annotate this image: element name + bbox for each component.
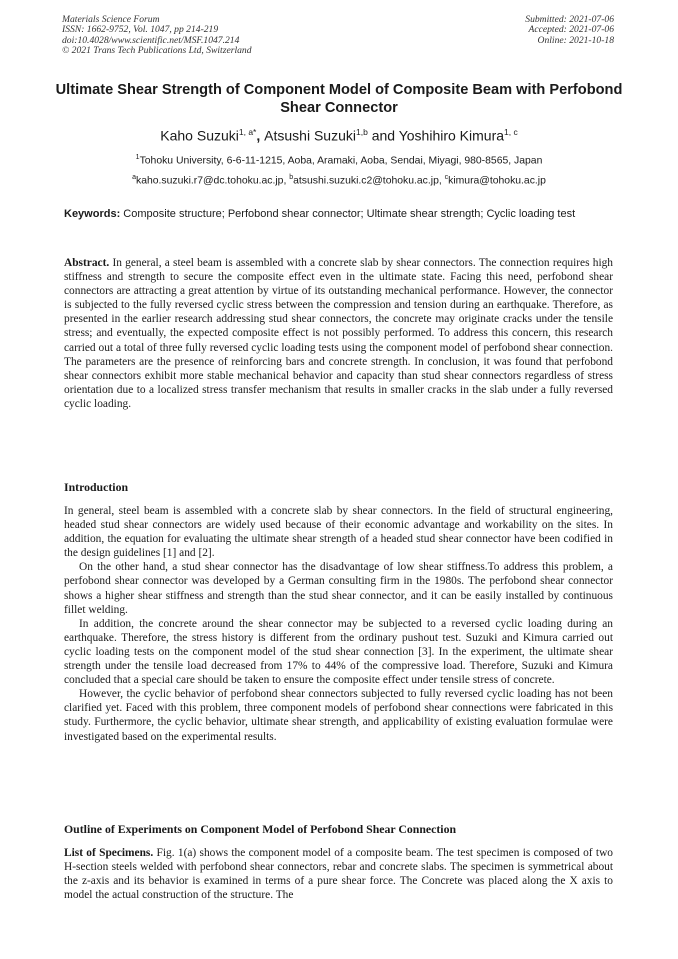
- author-affiliation-mark: 1, a*: [238, 127, 257, 137]
- online-date: Online: 2021-10-18: [537, 34, 614, 46]
- author-affiliation-mark: 1,b: [355, 127, 368, 137]
- author-name: Kaho Suzuki: [160, 127, 239, 144]
- author-separator: and: [367, 127, 399, 144]
- email-link[interactable]: atsushi.suzuki.c2@tohoku.ac.jp,: [293, 175, 445, 187]
- paragraph: In general, steel beam is assembled with a concrete slab by shear connectors. In the field of structural engineering, headed stud shear connectors are widely used because of their economic advantage and workability on the sites. In addition, the equation for evaluating the ultimate shear strength of a headed stud shear connector have been codified in the design guidelines [1] and [2].: [64, 505, 613, 560]
- doi-line[interactable]: doi:10.4028/www.scientific.net/MSF.1047.214: [62, 34, 240, 46]
- author-list: [50, 123, 628, 145]
- subsection-label: List of Specimens.: [64, 847, 154, 859]
- section-heading-outline: Outline of Experiments on Component Model of Perfobond Shear Connection: [64, 822, 457, 836]
- paragraph: In addition, the concrete around the shear connector may be subjected to a reversed cyclic loading during an earthquake. Therefore, the stress history is different from the ordinary pushout test. Suzuki and Kimura carried out cyclic loading tests on the component model of the stud shear connection [3]. In the experiment, the ultimate shear strength under the tensile load decreased from 17% to 44% of the compressive load. Therefore, Suzuki and Kimura concluded that a special care should be taken to ensure the composite effect under tensile stress of concrete.: [64, 617, 613, 687]
- issn-line: ISSN: 1662-9752, Vol. 1047, pp 214-219: [62, 24, 219, 36]
- paragraph: However, the cyclic behavior of perfobond shear connectors subjected to fully reversed cyclic loading has not been clarified yet. Faced with this problem, three component models of perfobond shear connections were fabricated in this study. Furthermore, the cyclic behavior, ultimate shear strength, and applicability of existing evaluation formulae were investigated based on the experimental results.: [64, 688, 613, 743]
- affiliation-text: Tohoku University, 6-6-11-1215, Aoba, Aramaki, Aoba, Sendai, Miyagi, 980-8565, Japan: [139, 155, 543, 167]
- outline-text: Fig. 1(a) shows the component model of a composite beam. The test specimen is composed of two H-section steels welded with perfobond shear connectors, rebar and concrete slabs. The specimen is symmetrical about the z-axis and its behavior is examined in terms of a pure shear force. The Concrete was placed along the X axis to model the actual construction of the structure. The: [64, 847, 614, 902]
- author-name: Atsushi Suzuki: [264, 127, 356, 144]
- affiliation: [40, 151, 638, 167]
- keywords: [64, 207, 613, 222]
- abstract: [64, 256, 613, 411]
- abstract-label: Abstract.: [64, 257, 110, 269]
- abstract-text: In general, a steel beam is assembled with a concrete slab by shear connectors. The connection requires high stiffness and strength to secure the composite effect even in the ultimate state. Facing this need, perfobond shear connectors are attracting a great attention by virtue of its outstanding mechanical performance. However, the connector is subjected to the fully reversed cyclic stress between the compression and tension during an earthquake. Therefore, as presented in the earlier research addressing stud shear connectors, the concrete may originate cracks under the tensile stress; and eventually, the expected composite effect is not possibly performed. To address this concern, this research carried out a total of three fully reversed cyclic loading tests using the component model of perfobond shear connection. The parameters are the presence of reinforcing bars and concrete strength. In conclusion, it was found that perfobond shear connectors exhibit more stable mechanical behavior and capacity than stud shear connectors regardless of stress orientation due to a localized stress transfer mechanism that results in smaller cracks in the slab under a fully reversed cyclic loading.: [64, 257, 613, 410]
- journal-name: Materials Science Forum: [62, 14, 160, 25]
- email-mark: b: [289, 174, 294, 181]
- outline-body: [64, 846, 613, 902]
- affiliation-mark: 1: [135, 154, 140, 161]
- paragraph: On the other hand, a stud shear connector has the disadvantage of low shear stiffness.To address this problem, a perfobond shear connector was developed by a German consulting firm in the 1980s. The perfobond shear connector shows a higher shear stiffness and strength than the stud shear connector, and it can be easily installed by continuous fillet welding.: [64, 561, 613, 616]
- dates-info: [525, 15, 614, 46]
- keywords-text: Composite structure; Perfobond shear connector; Ultimate shear strength; Cyclic loading test: [120, 208, 576, 220]
- accepted-date: Accepted: 2021-07-06: [528, 24, 614, 36]
- keywords-label: Keywords:: [64, 208, 121, 220]
- introduction-body: [64, 504, 613, 744]
- email-mark: c: [444, 174, 449, 181]
- journal-info: [62, 15, 252, 56]
- email-link[interactable]: kimura@tohoku.ac.jp: [448, 175, 546, 187]
- email-link[interactable]: kaho.suzuki.r7@dc.tohoku.ac.jp,: [136, 175, 290, 187]
- author-affiliation-mark: 1, c: [504, 127, 518, 137]
- email-mark: a: [132, 174, 137, 181]
- email-list: [40, 171, 638, 187]
- copyright-line: © 2021 Trans Tech Publications Ltd, Switzerland: [62, 44, 252, 56]
- author-separator: ,: [256, 127, 265, 144]
- submitted-date: Submitted: 2021-07-06: [525, 14, 614, 25]
- section-heading-introduction: Introduction: [64, 480, 129, 494]
- paper-title: Ultimate Shear Strength of Component Model of Composite Beam with Perfobond Shear Connector: [55, 82, 623, 116]
- author-name: Yoshihiro Kimura: [398, 127, 505, 144]
